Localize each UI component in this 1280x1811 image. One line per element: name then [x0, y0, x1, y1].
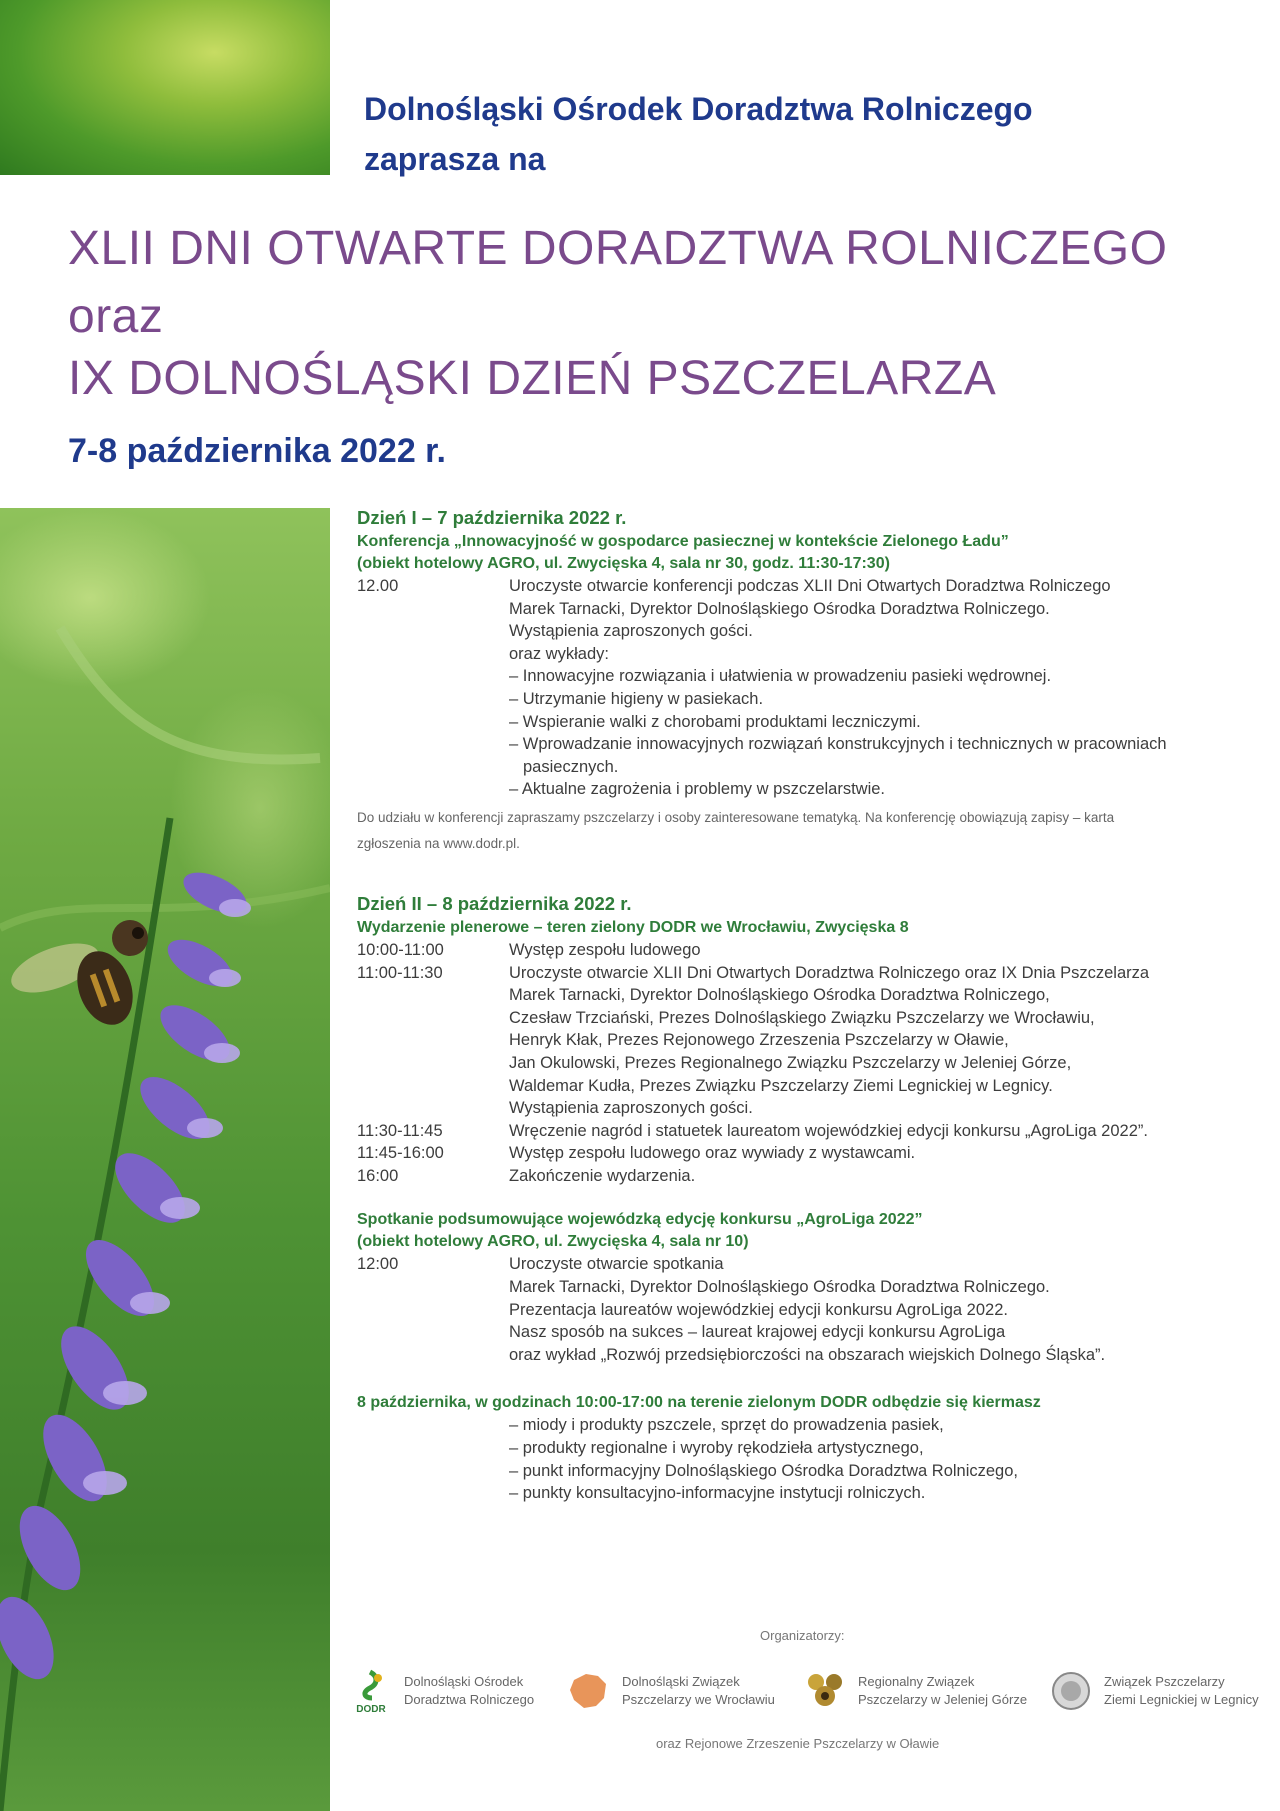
schedule-time	[357, 1052, 509, 1075]
schedule-time: 10:00-11:00	[357, 940, 444, 959]
organizer-dodr	[348, 1668, 534, 1714]
day1-line: – Aktualne zagrożenia i problemy w pszczelarstwie.	[509, 780, 886, 799]
schedule-time	[357, 1276, 509, 1299]
programme	[357, 505, 1257, 1505]
schedule-time: 11:00-11:30	[357, 963, 443, 982]
day1-line: – Wspieranie walki z chorobami produktami leczniczymi.	[509, 712, 921, 731]
schedule-row	[357, 1276, 1257, 1299]
schedule-time	[357, 1075, 509, 1098]
schedule-text: Wręczenie nagród i statuetek laureatom wojewódzkiej edycji konkursu „AgroLiga 2022”.	[509, 1121, 1148, 1140]
schedule-text: Uroczyste otwarcie spotkania	[509, 1255, 724, 1274]
poland-map-icon	[566, 1668, 612, 1714]
schedule-text: Czesław Trzciański, Prezes Dolnośląskiego Związku Pszczelarzy we Wrocławiu,	[509, 1008, 1095, 1027]
schedule-row	[357, 1120, 1257, 1143]
org-line: Związek Pszczelarzy	[1104, 1674, 1225, 1689]
invites-text: zaprasza na	[364, 141, 546, 177]
organizer-rzp-jelenia-gora	[802, 1668, 1027, 1714]
fair-item: – miody i produkty pszczele, sprzęt do prowadzenia pasiek,	[509, 1416, 944, 1435]
also-organizer: oraz Rejonowe Zrzeszenie Pszczelarzy w Oławie	[656, 1736, 940, 1751]
meeting-schedule	[357, 1253, 1257, 1366]
schedule-time	[357, 1097, 509, 1120]
day2-heading: Dzień II – 8 października 2022 r.	[357, 892, 632, 914]
org-line: Pszczelarzy w Jeleniej Górze	[858, 1692, 1028, 1707]
schedule-time	[357, 1007, 509, 1030]
schedule-row	[357, 962, 1257, 985]
organizer-dzp-wroclaw	[566, 1668, 775, 1714]
schedule-text: Występ zespołu ludowego oraz wywiady z wystawcami.	[509, 1144, 916, 1163]
side-photo-bee-on-vetch	[0, 508, 330, 1811]
schedule-text: Henryk Kłak, Prezes Rejonowego Zrzeszenia Pszczelarzy w Oławie,	[509, 1031, 1009, 1050]
schedule-time	[357, 1029, 509, 1052]
event-title-2: oraz	[68, 290, 164, 343]
schedule-row	[357, 1253, 1257, 1276]
day1-conference-title: Konferencja „Innowacyjność w gospodarce pasiecznej w kontekście Zielonego Ładu”	[357, 533, 1009, 550]
bee-icon	[5, 920, 148, 1033]
org-line: Dolnośląski Związek	[622, 1674, 740, 1689]
schedule-time: 16:00	[357, 1166, 399, 1185]
day1-registration-note	[357, 805, 1257, 857]
day1-line: pasiecznych.	[523, 757, 619, 776]
schedule-text: Jan Okulowski, Prezes Regionalnego Związku Pszczelarzy w Jeleniej Górze,	[509, 1053, 1072, 1072]
schedule-text: oraz wykład „Rozwój przedsiębiorczości na obszarach wiejskich Dolnego Śląska”.	[509, 1345, 1106, 1364]
org-line: Doradztwa Rolniczego	[404, 1692, 535, 1707]
schedule-row	[357, 1075, 1257, 1098]
schedule-row	[357, 1344, 1257, 1367]
event-title-3: IX DOLNOŚLĄSKI DZIEŃ PSZCZELARZA	[68, 352, 997, 405]
schedule-text: Prezentacja laureatów wojewódzkiej edycji konkursu AgroLiga 2022.	[509, 1300, 1008, 1319]
day1-line: Marek Tarnacki, Dyrektor Dolnośląskiego Ośrodka Doradztwa Rolniczego.	[509, 599, 1050, 618]
day1-venue: (obiekt hotelowy AGRO, ul. Zwycięska 4, sala nr 30, godz. 11:30-17:30)	[357, 555, 890, 572]
schedule-text: Występ zespołu ludowego	[509, 940, 701, 959]
dodr-logo-icon	[348, 1668, 394, 1714]
schedule-text: Marek Tarnacki, Dyrektor Dolnośląskiego Ośrodka Doradztwa Rolniczego.	[509, 1278, 1050, 1297]
day1-row	[357, 575, 1257, 801]
org-line: Ziemi Legnickiej w Legnicy	[1104, 1692, 1259, 1707]
organizer-name: Dolnośląski Ośrodek Doradztwa Rolniczego	[364, 91, 1033, 127]
schedule-row	[357, 1052, 1257, 1075]
day1-line: Uroczyste otwarcie konferencji podczas XLII Dni Otwartych Doradztwa Rolniczego	[509, 577, 1111, 595]
day1-line: Wystąpienia zaproszonych gości.	[509, 622, 753, 641]
schedule-text: Zakończenie wydarzenia.	[509, 1166, 696, 1185]
bee-flower-illustration	[0, 508, 330, 1811]
org-line: Dolnośląski Ośrodek	[404, 1674, 524, 1689]
fair-item: – punkty konsultacyjno-informacyjne instytucji rolniczych.	[509, 1484, 926, 1503]
seal-logo-icon	[1048, 1668, 1094, 1714]
day2-venue: Wydarzenie plenerowe – teren zielony DODR we Wrocławiu, Zwycięska 8	[357, 918, 909, 936]
meeting-title: Spotkanie podsumowujące wojewódzką edycję konkursu „AgroLiga 2022”	[357, 1211, 923, 1229]
schedule-row	[357, 1142, 1257, 1165]
org-line: Regionalny Związek	[858, 1674, 975, 1689]
schedule-time	[357, 984, 509, 1007]
day1-line: – Innowacyjne rozwiązania i ułatwienia w prowadzeniu pasieki wędrownej.	[509, 667, 1052, 686]
note-line: zgłoszenia na www.dodr.pl.	[357, 835, 520, 851]
fair-heading: 8 października, w godzinach 10:00-17:00 na terenie zielonym DODR odbędzie się kiermasz	[357, 1394, 1041, 1412]
schedule-row	[357, 1321, 1257, 1344]
day1-line: – Wprowadzanie innowacyjnych rozwiązań konstrukcyjnych i technicznych w pracowniach	[509, 735, 1167, 754]
schedule-time	[357, 1321, 509, 1344]
schedule-text: Nasz sposób na sukces – laureat krajowej edycji konkursu AgroLiga	[509, 1323, 1006, 1342]
day1-details	[509, 575, 1257, 801]
schedule-row	[357, 1299, 1257, 1322]
schedule-text: Uroczyste otwarcie XLII Dni Otwartych Doradztwa Rolniczego oraz IX Dnia Pszczelarza	[509, 963, 1150, 982]
schedule-text: Marek Tarnacki, Dyrektor Dolnośląskiego Ośrodka Doradztwa Rolniczego,	[509, 986, 1050, 1005]
schedule-row	[357, 984, 1257, 1007]
schedule-row	[357, 939, 1257, 962]
schedule-row	[357, 1029, 1257, 1052]
beehive-logo-icon	[802, 1668, 848, 1714]
schedule-row	[357, 1165, 1257, 1188]
organizers-label: Organizatorzy:	[760, 1628, 845, 1643]
meeting-venue: (obiekt hotelowy AGRO, ul. Zwycięska 4, sala nr 10)	[357, 1233, 749, 1251]
day1-time: 12.00	[357, 577, 399, 595]
event-title-1: XLII DNI OTWARTE DORADZTWA ROLNICZEGO	[68, 222, 1168, 275]
schedule-time: 11:30-11:45	[357, 1121, 443, 1140]
schedule-text: Waldemar Kudła, Prezes Związku Pszczelarzy Ziemi Legnickiej w Legnicy.	[509, 1076, 1053, 1095]
organizer-zp-legnica	[1048, 1668, 1259, 1714]
day1-line: – Utrzymanie higieny w pasiekach.	[509, 689, 764, 708]
schedule-time	[357, 1344, 509, 1367]
schedule-time: 11:45-16:00	[357, 1144, 444, 1163]
header-photo-green	[0, 0, 330, 175]
note-line: Do udziału w konferencji zapraszamy pszczelarzy i osoby zainteresowane tematyką. Na konferencję obowiązują zapisy – karta	[357, 809, 1115, 825]
event-dates: 7-8 października 2022 r.	[68, 432, 446, 470]
day1-line: oraz wykłady:	[509, 644, 609, 663]
fair-item: – produkty regionalne i wyroby rękodzieła artystycznego,	[509, 1439, 924, 1458]
day1-heading: Dzień I – 7 października 2022 r.	[357, 507, 627, 528]
schedule-row	[357, 1097, 1257, 1120]
svg-text:DODR: DODR	[356, 1704, 386, 1714]
schedule-time	[357, 1299, 509, 1322]
fair-item: – punkt informacyjny Dolnośląskiego Ośrodka Doradztwa Rolniczego,	[509, 1461, 1018, 1480]
fair-list	[357, 1414, 1257, 1504]
schedule-time: 12:00	[357, 1255, 399, 1274]
schedule-text: Wystąpienia zaproszonych gości.	[509, 1099, 753, 1118]
org-line: Pszczelarzy we Wrocławiu	[622, 1692, 775, 1707]
schedule-row	[357, 1007, 1257, 1030]
day2-schedule	[357, 939, 1257, 1188]
